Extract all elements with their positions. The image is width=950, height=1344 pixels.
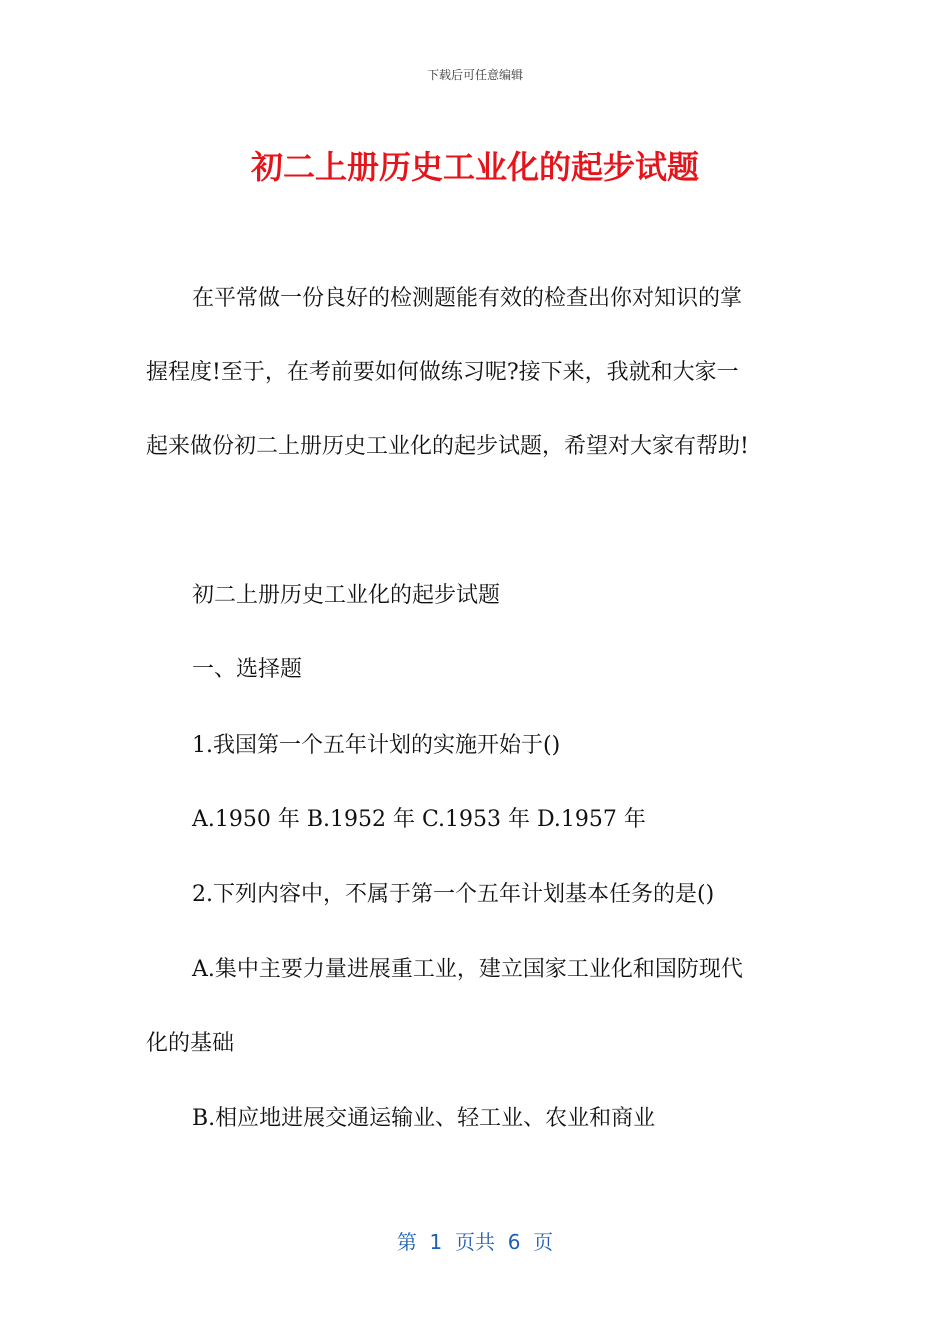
question-2-option-a-line-1: A.集中主要力量进展重工业，建立国家工业化和国防现代 [192,957,743,982]
question-1: 1.我国第一个五年计划的实施开始于() [192,733,561,758]
question-2-option-a-line-2: 化的基础 [146,1031,235,1056]
question-2-option-b: B.相应地进展交通运输业、轻工业、农业和商业 [192,1106,656,1131]
page-footer: 第 1 页共 6 页 [396,1230,554,1254]
question-1-options: A.1950 年 B.1952 年 C.1953 年 D.1957 年 [192,807,646,832]
intro-line-2: 握程度!至于，在考前要如何做练习呢?接下来，我就和大家一 [146,360,739,385]
part-heading: 一、选择题 [192,657,303,682]
header-note: 下载后可任意编辑 [426,68,523,82]
section-title: 初二上册历史工业化的起步试题 [192,583,501,608]
question-2: 2.下列内容中，不属于第一个五年计划基本任务的是() [192,882,715,907]
intro-line-1: 在平常做一份良好的检测题能有效的检查出你对知识的掌 [192,286,743,311]
intro-line-3: 起来做份初二上册历史工业化的起步试题，希望对大家有帮助! [146,434,749,459]
document-title: 初二上册历史工业化的起步试题 [250,148,699,186]
